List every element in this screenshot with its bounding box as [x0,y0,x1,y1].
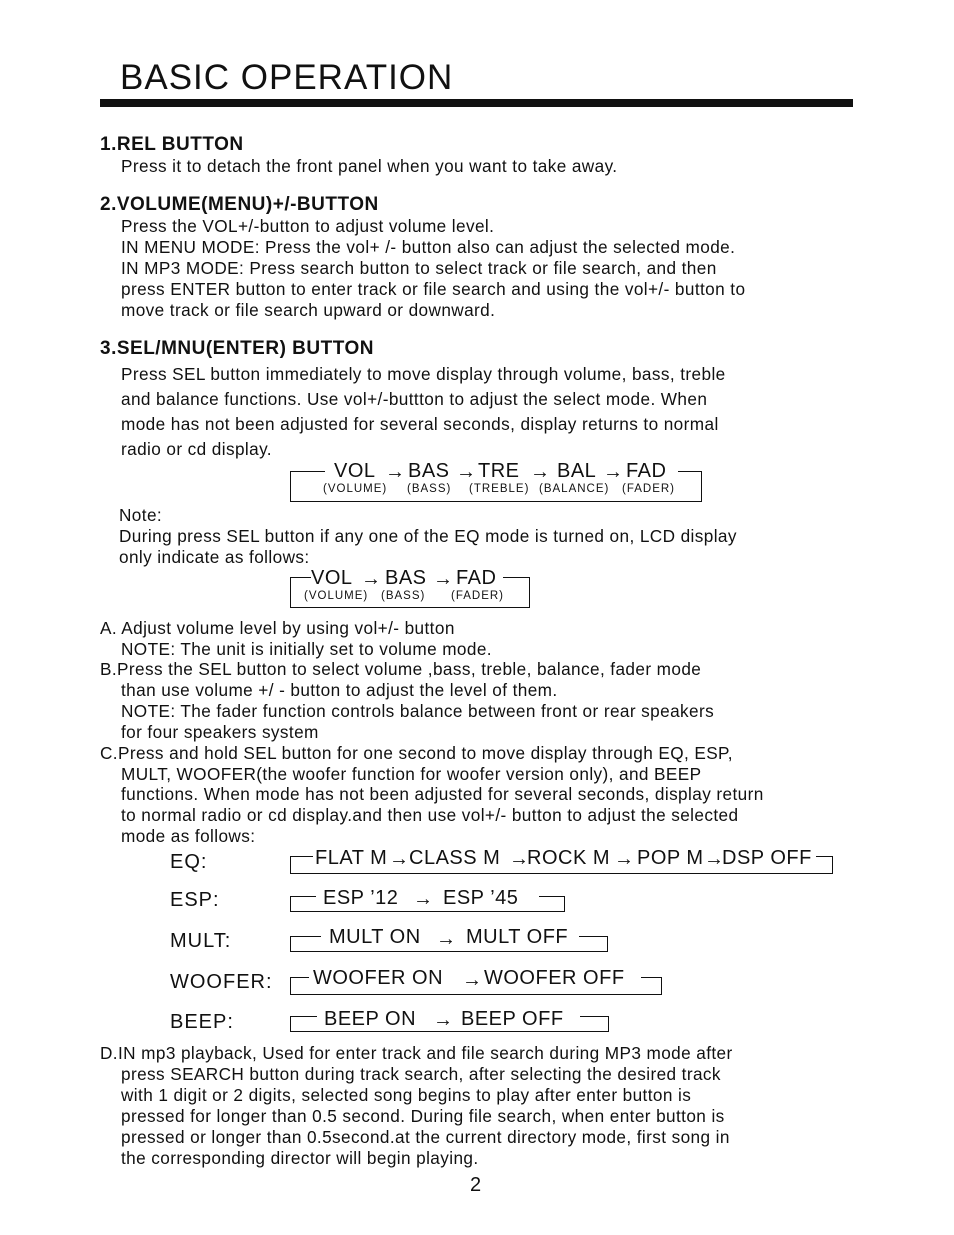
item-d-line: D.IN mp3 playback, Used for enter track and file search during MP3 mode after [100,1043,733,1063]
mult-mode-flow [290,926,608,952]
flow-step: WOOFER OFF [484,967,625,989]
item-c-line: mode as follows: [121,826,256,846]
flow-step-caption: (BASS) [407,483,452,495]
flow-step: FAD [626,460,667,482]
sel-flow-diagram [290,460,702,502]
item-a-line: A. Adjust volume level by using vol+/- button [100,618,455,638]
section-2-line: press ENTER button to enter track or file search and using the vol+/- button to [121,279,746,299]
item-b-line: for four speakers system [121,722,319,742]
mode-label-esp: ESP: [170,889,220,911]
section-2-heading: 2.VOLUME(MENU)+/-BUTTON [100,194,379,215]
section-2-body [121,216,745,321]
item-a-line: NOTE: The unit is initially set to volume mode. [121,639,492,659]
section-3-line: and balance functions. Use vol+/-buttton to adjust the select mode. When [121,389,708,409]
flow-step: TRE [478,460,520,482]
item-d-line: pressed for longer than 0.5 second. During file search, when enter button is [121,1106,725,1126]
item-d-line: press SEARCH button during track search, after selecting the desired track [121,1064,721,1084]
section-3-line: mode has not been adjusted for several seconds, display returns to normal [121,414,719,434]
arrow-right-icon: → [509,848,530,870]
section-2-line: IN MP3 MODE: Press search button to select track or file search, and then [121,258,717,278]
arrow-right-icon: → [462,969,483,991]
arrow-right-icon: → [436,928,457,950]
note-label: Note: [119,505,163,525]
item-d-line: with 1 digit or 2 digits, selected song begins to play after enter button is [121,1085,692,1105]
flow-step: CLASS M [409,847,501,869]
flow-step-caption: (VOLUME) [304,590,369,602]
flow-step: MULT OFF [466,926,569,948]
section-1-text: Press it to detach the front panel when you want to take away. [121,156,618,176]
section-2-line: IN MENU MODE: Press the vol+ /- button also can adjust the selected mode. [121,237,736,257]
eq-flow-diagram [290,567,530,608]
page-title: BASIC OPERATION [120,58,454,97]
item-c-line: to normal radio or cd display.and then use vol+/- button to adjust the selected [121,805,739,825]
section-3-body [121,362,726,462]
eq-mode-flow [290,847,833,874]
flow-step: ESP ’45 [443,887,519,909]
flow-step: FLAT M [315,847,388,869]
item-b-line: B.Press the SEL button to select volume ,bass, treble, balance, fader mode [100,659,702,679]
flow-step-caption: (TREBLE) [469,483,530,495]
arrow-right-icon: → [614,848,635,870]
flow-step-caption: (FADER) [451,590,504,602]
arrow-right-icon: → [385,461,406,483]
flow-step: ROCK M [527,847,610,869]
flow-step: FAD [456,567,497,589]
flow-step: BAS [385,567,427,589]
flow-step: DSP OFF [722,847,812,869]
note-line: only indicate as follows: [119,547,310,567]
title-rule [100,99,853,107]
item-c-line: functions. When mode has not been adjusted for several seconds, display return [121,784,764,804]
page-number: 2 [470,1174,482,1196]
arrow-right-icon: → [433,568,454,590]
item-b-line: NOTE: The fader function controls balance between front or rear speakers [121,701,715,721]
flow-step: VOL [334,460,376,482]
flow-step-caption: (VOLUME) [323,483,388,495]
flow-step: BEEP OFF [461,1008,564,1030]
item-c-line: MULT, WOOFER(the woofer function for woofer version only), and BEEP [121,764,702,784]
arrow-right-icon: → [603,461,624,483]
section-3-line: Press SEL button immediately to move display through volume, bass, treble [121,364,726,384]
section-3-line: radio or cd display. [121,439,272,459]
note-line: During press SEL button if any one of the EQ mode is turned on, LCD display [119,526,737,546]
note-body [119,526,737,568]
woofer-mode-flow [290,967,662,995]
flow-step: WOOFER ON [313,967,444,989]
flow-step-caption: (BASS) [381,590,426,602]
section-2-line: move track or file search upward or downward. [121,300,496,320]
beep-mode-flow [290,1008,609,1032]
mode-label-woofer: WOOFER: [170,971,273,993]
arrow-right-icon: → [413,888,434,910]
arrow-right-icon: → [456,461,477,483]
section-3-heading: 3.SEL/MNU(ENTER) BUTTON [100,338,374,359]
flow-step: BAL [557,460,597,482]
esp-mode-flow [290,887,565,912]
arrow-right-icon: → [389,848,410,870]
mode-label-eq: EQ: [170,851,208,873]
flow-step-caption: (BALANCE) [539,483,610,495]
flow-step: BEEP ON [324,1008,417,1030]
item-b-line: than use volume +/ - button to adjust the level of them. [121,680,558,700]
mode-label-mult: MULT: [170,930,232,952]
item-d-line: pressed or longer than 0.5second.at the current directory mode, first song in [121,1127,730,1147]
item-c-line: C.Press and hold SEL button for one second to move display through EQ, ESP, [100,743,733,763]
flow-step: BAS [408,460,450,482]
flow-step-caption: (FADER) [622,483,675,495]
arrow-right-icon: → [530,461,551,483]
section-2-line: Press the VOL+/-button to adjust volume level. [121,216,495,236]
flow-step: ESP ’12 [323,887,399,909]
mode-label-beep: BEEP: [170,1011,234,1033]
flow-step: MULT ON [329,926,421,948]
flow-step: POP M [637,847,704,869]
arrow-right-icon: → [704,848,725,870]
arrow-right-icon: → [433,1009,454,1031]
item-d-line: the corresponding director will begin playing. [121,1148,479,1168]
arrow-right-icon: → [361,568,382,590]
section-1-heading: 1.REL BUTTON [100,134,244,155]
flow-step: VOL [311,567,353,589]
